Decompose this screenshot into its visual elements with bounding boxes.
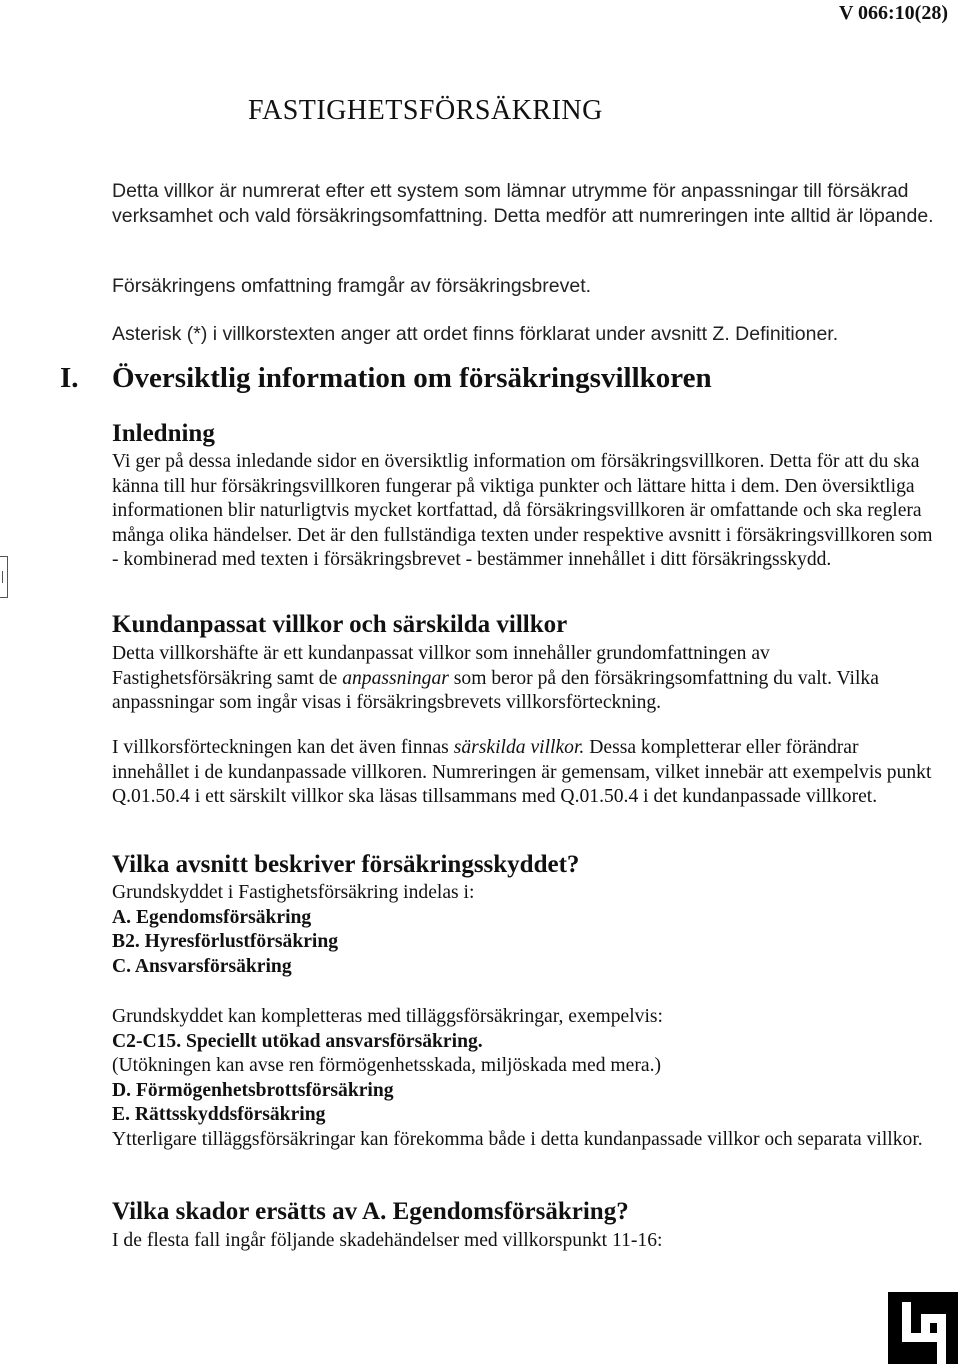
section-title: Översiktlig information om försäkringsvillkoren — [112, 362, 712, 394]
kundanpassat-paragraph-1: Detta villkorshäfte är ett kundanpassat villkor som innehåller grundomfattningen av Fastighetsförsäkring samt de anpassningar som beror på den försäkringsomfattning du valt. Vilka anpassningar som ingår visas i försäkringsbrevets villkorsförteckning. — [112, 643, 879, 713]
list-item: C2-C15. Speciellt utökad ansvarsförsäkring. — [112, 1030, 483, 1052]
extra-outro: Ytterligare tilläggsförsäkringar kan förekomma både i detta kundanpassade villkor och separata villkor. — [112, 1128, 923, 1150]
revision-marker-icon — [0, 556, 8, 598]
intro-paragraph-2: Försäkringens omfattning framgår av försäkringsbrevet. — [112, 275, 592, 297]
heading-kundanpassat: Kundanpassat villkor och särskilda villkor — [112, 611, 568, 638]
skador-text: I de flesta fall ingår följande skadehändelser med villkorspunkt 11-16: — [112, 1230, 663, 1251]
kundanpassat-paragraph-2: I villkorsförteckningen kan det även finnas särskilda villkor. Dessa kompletterar eller förändrar innehållet i de kundanpassade villkoren. Numreringen är gemensam, vilket innebär att exempelvis punkt Q.01.50.4 i ett särskilt villkor ska läsas tillsammans med Q.01.50.4 i det kundanpassade villkoret. — [112, 737, 932, 807]
avsnitt-intro: Grundskyddet i Fastighetsförsäkring indelas i: — [112, 882, 475, 903]
list-item: D. Förmögenhetsbrottsförsäkring — [112, 1079, 394, 1101]
list-item: B2. Hyresförlustförsäkring — [112, 931, 339, 952]
heading-avsnitt: Vilka avsnitt beskriver försäkringsskyddet? — [112, 851, 580, 878]
page-title: FASTIGHETSFÖRSÄKRING — [248, 95, 603, 126]
intro-paragraph-3: Asterisk (*) i villkorstexten anger att ordet finns förklarat under avsnitt Z. Definitioner. — [112, 323, 839, 345]
intro-paragraph-1: Detta villkor är numrerat efter ett system som lämnar utrymme för anpassningar till försäkrad verksamhet och vald försäkringsomfattning. Detta medför att numreringen inte alltid är löpande. — [112, 180, 934, 227]
list-item: A. Egendomsförsäkring — [112, 906, 312, 928]
avsnitt-list — [112, 881, 934, 979]
extra-intro: Grundskyddet kan kompletteras med tilläggsförsäkringar, exempelvis: — [112, 1006, 663, 1027]
section-number: I. — [60, 362, 79, 394]
avsnitt-extra — [112, 1005, 934, 1152]
inledning-text: Vi ger på dessa inledande sidor en översiktlig information om försäkringsvillkoren. Detta för att du ska känna till hur försäkringsvillkoren fungerar på viktiga punkter och lättare hitta i dem. Den översiktliga informationen blir naturligtvis mycket kortfattad, då försäkringsvillkoren är omfattande och ska reglera många olika händelser. Det är den fullständiga texten under respektive avsnitt i försäkringsvillkoren som - kombinerad med texten i försäkringsbrevet - bestämmer innehållet i ditt försäkringsskydd. — [112, 451, 933, 570]
list-item: E. Rättsskyddsförsäkring — [112, 1104, 326, 1125]
heading-skador: Vilka skador ersätts av A. Egendomsförsäkring? — [112, 1198, 629, 1225]
company-logo-icon — [888, 1292, 958, 1364]
heading-inledning: Inledning — [112, 420, 215, 447]
extra-note: (Utökningen kan avse ren förmögenhetsskada, miljöskada med mera.) — [112, 1055, 661, 1076]
document-code: V 066:10(28) — [838, 2, 948, 24]
list-item: C. Ansvarsförsäkring — [112, 955, 292, 977]
